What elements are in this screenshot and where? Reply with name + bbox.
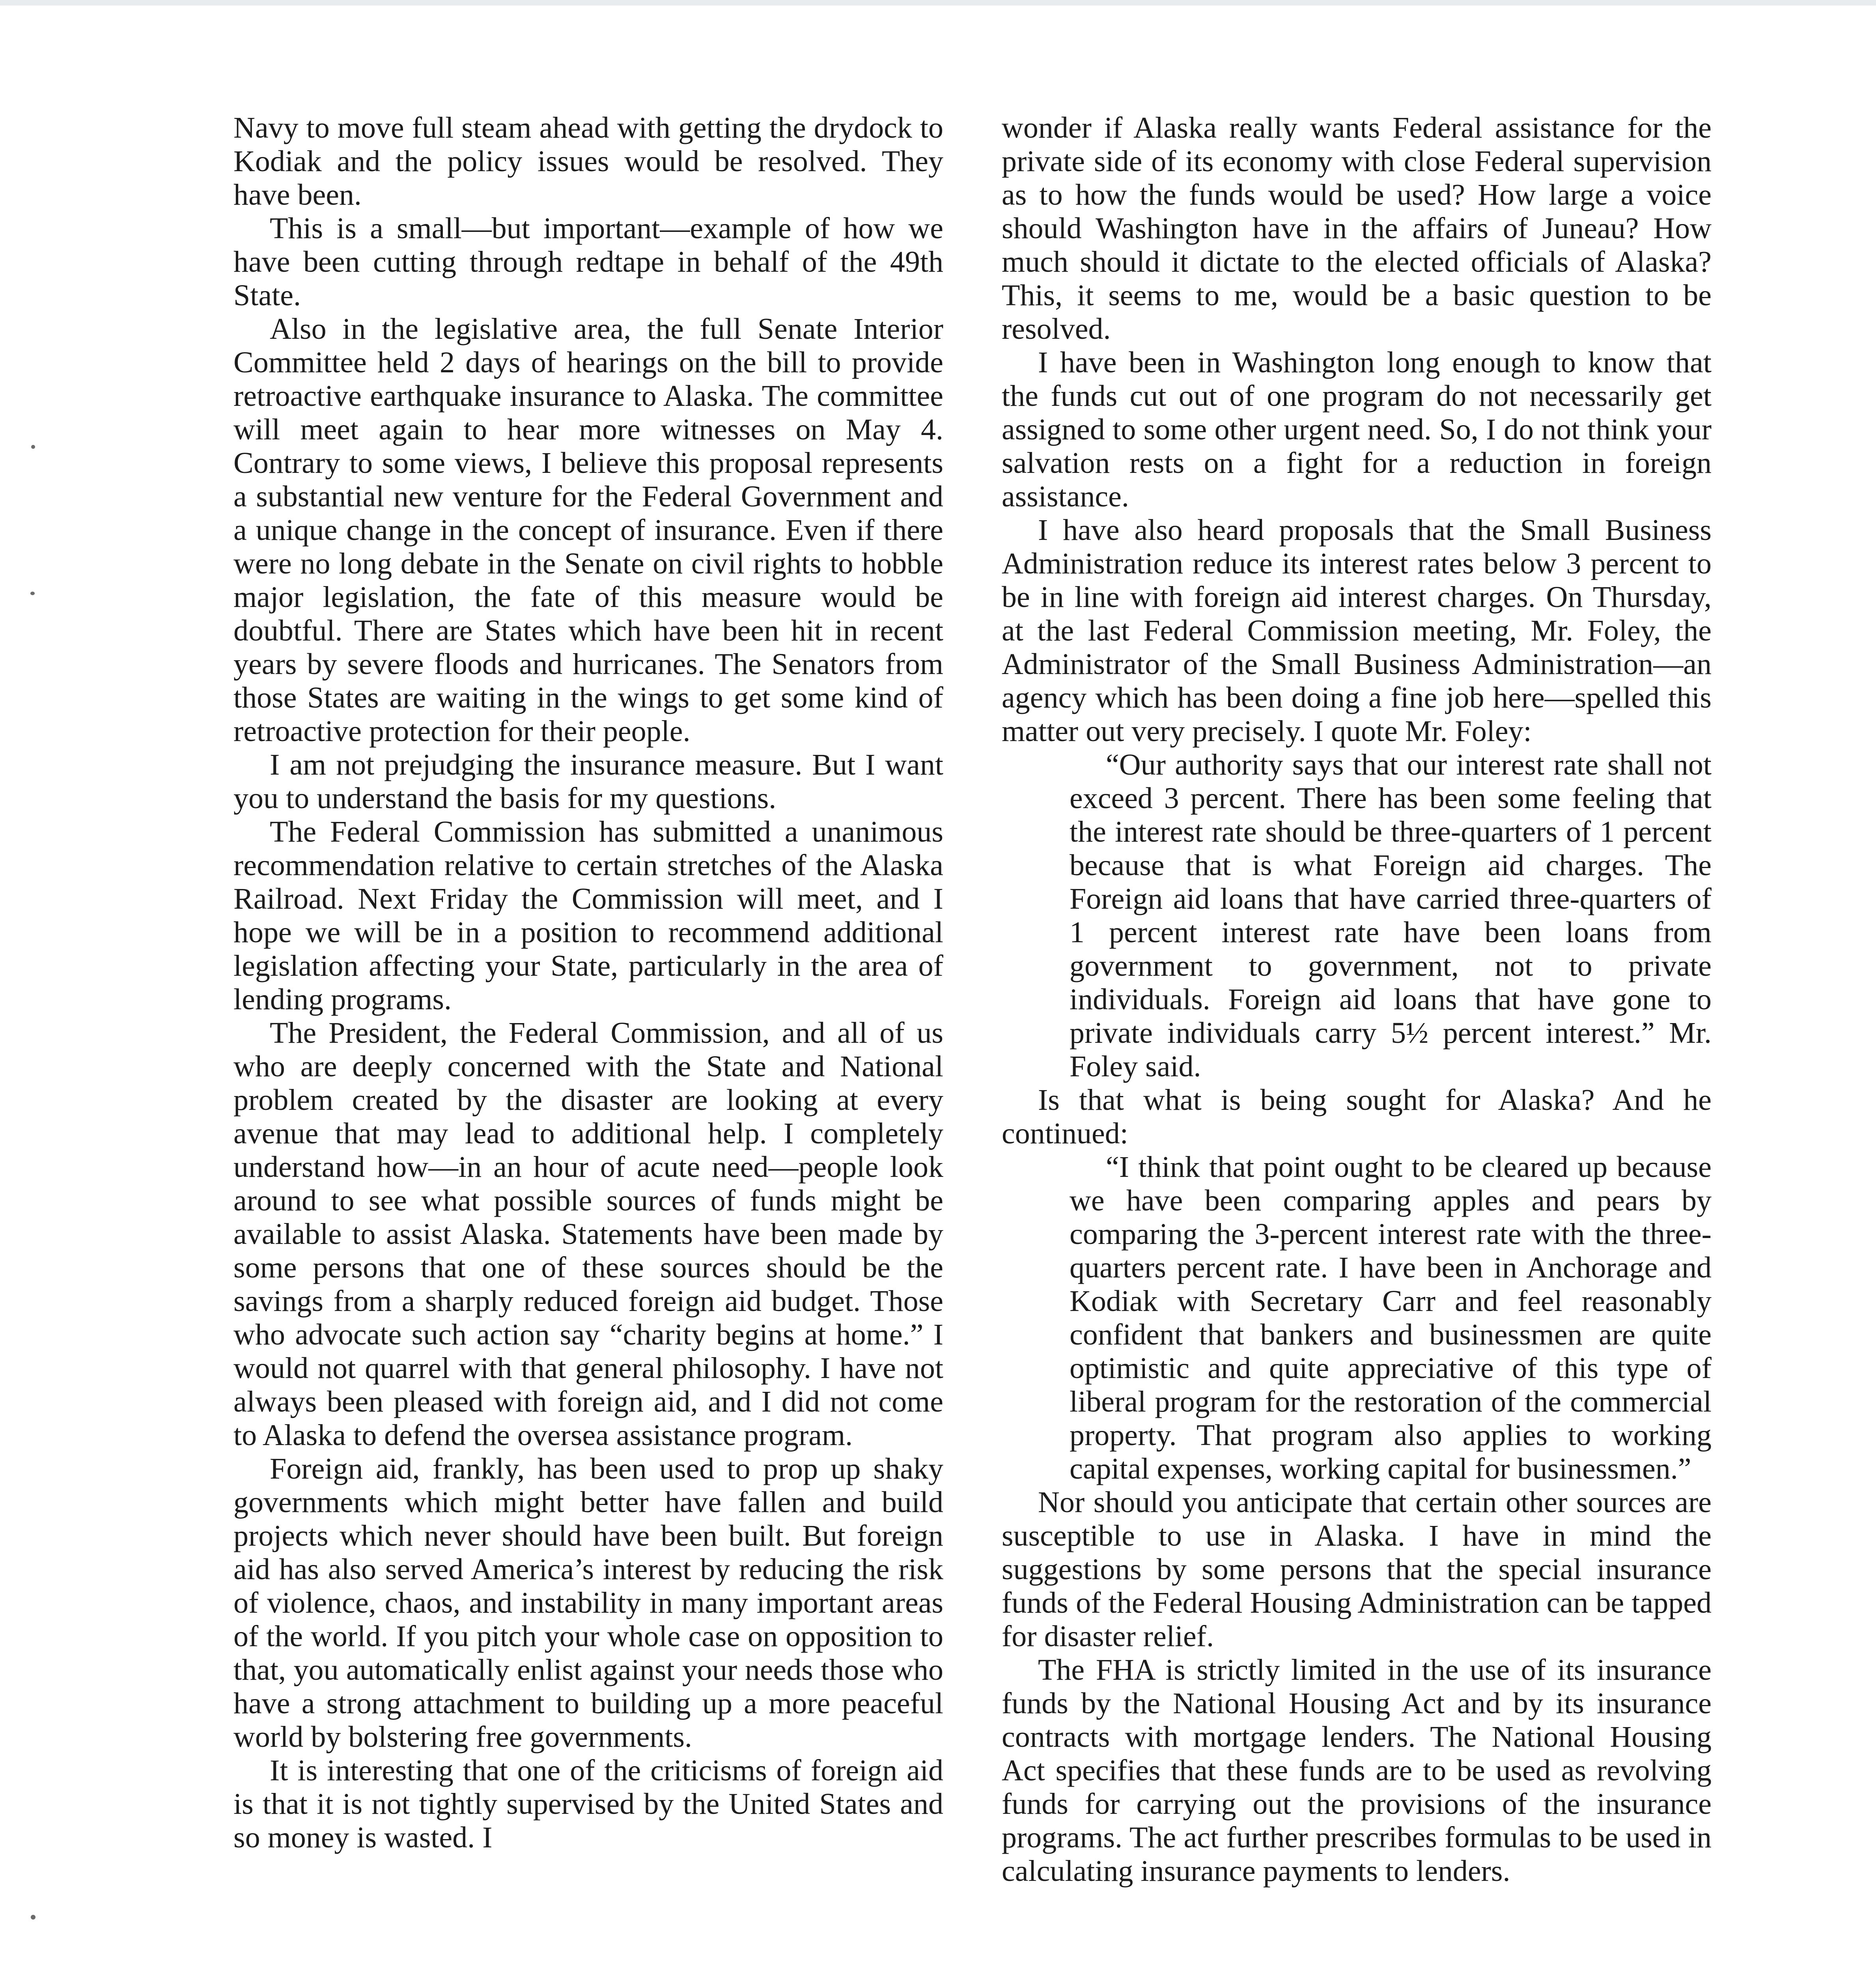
paragraph: The Federal Commission has submitted a unanimous recommendation relative to certain stretches of the Alaska Railroad. Next Friday the Commission will meet, and I hope we will be in a position to recommend additional legislation affecting your State, particularly in the area of lending programs. xyxy=(233,815,943,1016)
paragraph: I have been in Washington long enough to know that the funds cut out of one program do not necessarily get assigned to some other urgent need. So, I do not think your salvation rests on a fight for a reduction in foreign assistance. xyxy=(1002,346,1712,513)
margin-speck xyxy=(31,445,35,449)
paragraph: Nor should you anticipate that certain other sources are susceptible to use in Alaska. I have in mind the suggestions by some persons that the special insurance funds of the Federal Housing Administration can be tapped for disaster relief. xyxy=(1002,1486,1712,1653)
block-quote: “I think that point ought to be cleared up because we have been comparing apples and pears by comparing the 3-percent interest rate with the three-quarters percent rate. I have been in Anchorage and Kodiak with Secretary Carr and feel reasonably confident that bankers and businessmen are quite optimistic and quite appreciative of this type of liberal program for the restoration of the commercial property. That program also applies to working capital expenses, working capital for businessmen.” xyxy=(1070,1150,1712,1485)
right-text-column xyxy=(1002,111,1712,1888)
paragraph: This is a small—but important—example of how we have been cutting through redtape in behalf of the 49th State. xyxy=(233,212,943,312)
block-quote: “Our authority says that our interest rate shall not exceed 3 percent. There has been some feeling that the interest rate should be three-quarters of 1 percent because that is what Foreign aid charges. The Foreign aid loans that have carried three-quarters of 1 percent interest rate have been loans from government to government, not to private individuals. Foreign aid loans that have gone to private individuals carry 5½ percent interest.” Mr. Foley said. xyxy=(1070,748,1712,1083)
paragraph: I have also heard proposals that the Small Business Administration reduce its interest rates below 3 percent to be in line with foreign aid interest charges. On Thursday, at the last Federal Commission meeting, Mr. Foley, the Administrator of the Small Business Administration—an agency which has been doing a fine job here—spelled this matter out very precisely. I quote Mr. Foley: xyxy=(1002,514,1712,748)
paragraph: The FHA is strictly limited in the use of its insurance funds by the National Housing Act and by its insurance contracts with mortgage lenders. The National Housing Act specifies that these funds are to be used as revolving funds for carrying out the provisions of the insurance programs. The act further prescribes formulas to be used in calculating insurance payments to lenders. xyxy=(1002,1653,1712,1888)
margin-speck xyxy=(31,1915,35,1920)
paragraph: wonder if Alaska really wants Federal assistance for the private side of its economy with close Federal supervision as to how the funds would be used? How large a voice should Washington have in the affairs of Juneau? How much should it dictate to the elected officials of Alaska? This, it seems to me, would be a basic question to be resolved. xyxy=(1002,111,1712,345)
left-text-column xyxy=(233,111,943,1854)
paragraph: It is interesting that one of the criticisms of foreign aid is that it is not tightly supervised by the United States and so money is wasted. I xyxy=(233,1754,943,1854)
margin-speck xyxy=(30,592,35,595)
paragraph: The President, the Federal Commission, and all of us who are deeply concerned with the State and National problem created by the disaster are looking at every avenue that may lead to additional help. I completely understand how—in an hour of acute need—people look around to see what possible sources of funds might be available to assist Alaska. Statements have been made by some persons that one of these sources should be the savings from a sharply reduced foreign aid budget. Those who advocate such action say “charity begins at home.” I would not quarrel with that general philosophy. I have not always been pleased with foreign aid, and I did not come to Alaska to defend the oversea assistance program. xyxy=(233,1016,943,1452)
paragraph: Is that what is being sought for Alaska? And he continued: xyxy=(1002,1083,1712,1150)
scan-top-edge xyxy=(0,0,1876,6)
paragraph: Also in the legislative area, the full Senate Interior Committee held 2 days of hearings on the bill to provide retroactive earthquake insurance to Alaska. The committee will meet again to hear more witnesses on May 4. Contrary to some views, I believe this proposal represents a substantial new venture for the Federal Government and a unique change in the concept of insurance. Even if there were no long debate in the Senate on civil rights to hobble major legislation, the fate of this measure would be doubtful. There are States which have been hit in recent years by severe floods and hurricanes. The Senators from those States are waiting in the wings to get some kind of retroactive protection for their people. xyxy=(233,312,943,748)
paragraph: Foreign aid, frankly, has been used to prop up shaky governments which might better have fallen and build projects which never should have been built. But foreign aid has also served America’s interest by reducing the risk of violence, chaos, and instability in many important areas of the world. If you pitch your whole case on opposition to that, you automatically enlist against your needs those who have a strong attachment to building up a more peaceful world by bolstering free governments. xyxy=(233,1452,943,1754)
paragraph: Navy to move full steam ahead with getting the drydock to Kodiak and the policy issues would be resolved. They have been. xyxy=(233,111,943,211)
paragraph: I am not prejudging the insurance measure. But I want you to understand the basis for my questions. xyxy=(233,748,943,815)
